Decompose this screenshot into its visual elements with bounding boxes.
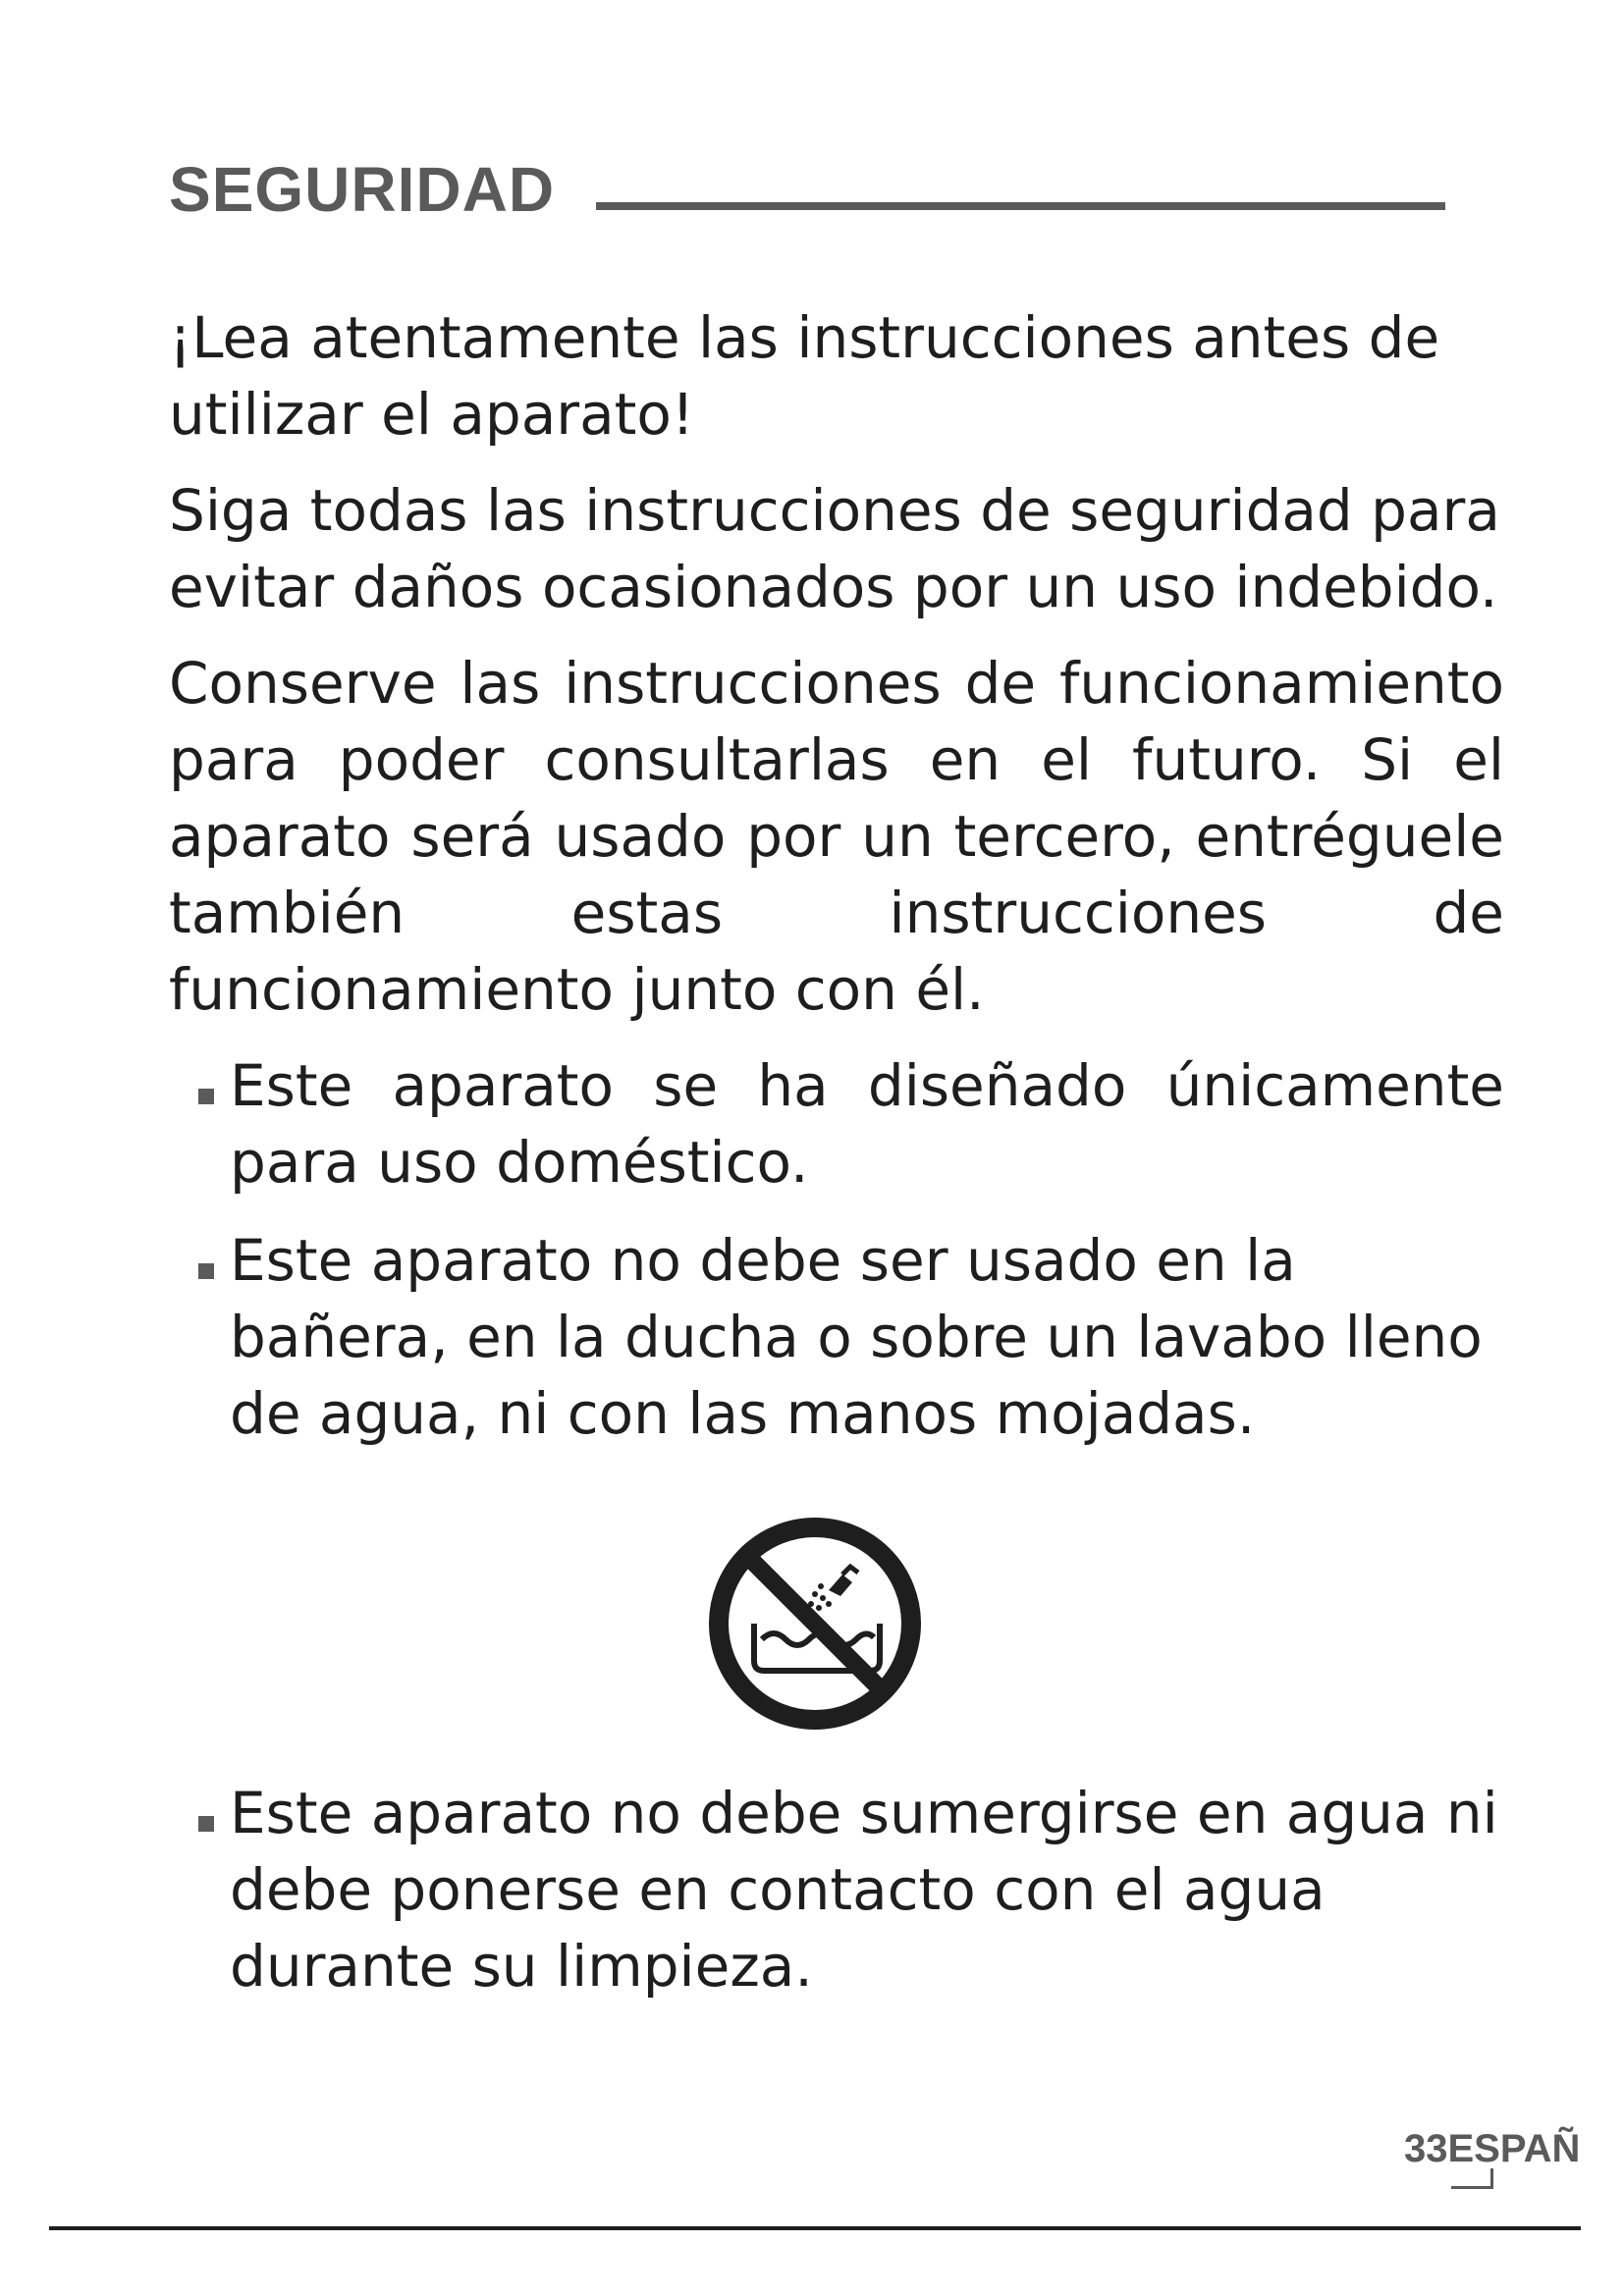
page-number: 33: [1404, 2127, 1448, 2170]
bullet-item-immersion: [169, 1775, 1504, 2004]
page-footer-label: [1404, 2125, 1580, 2172]
intro-paragraph-read: ¡Lea atentamente las instrucciones antes de utilizar el aparato!: [169, 304, 1440, 448]
bullet-square-icon: [198, 1816, 214, 1832]
bullet-item-household: [169, 1047, 1504, 1201]
safety-content: [169, 299, 1504, 1473]
no-water-bath-icon: [705, 1514, 925, 1734]
section-heading-row: [169, 147, 1445, 226]
bullet-item-water: [169, 1222, 1504, 1452]
safety-content-lower: [169, 1775, 1504, 2026]
bullet-text: Este aparato se ha diseñado únicamente para uso doméstico.: [230, 1052, 1504, 1196]
section-title: SEGURIDAD: [169, 154, 556, 225]
bullet-square-icon: [198, 1263, 214, 1279]
footer-rule: [49, 2226, 1581, 2230]
bullet-square-icon: [198, 1089, 214, 1104]
bullet-text: Este aparato no debe ser usado en la bañera, en la ducha o sobre un lavabo lleno de agua, ni con las manos mojadas.: [230, 1227, 1483, 1447]
page-corner-mark: [1451, 2168, 1493, 2189]
intro-paragraph-follow: Siga todas las instrucciones de seguridad para evitar daños ocasionados por un uso indebido.: [169, 477, 1500, 620]
bullet-text: Este aparato no debe sumergirse en agua ni debe ponerse en contacto con el agua durante su limpieza.: [230, 1780, 1498, 2000]
heading-rule: [596, 202, 1445, 210]
language-label: ESPAÑ: [1447, 2127, 1581, 2170]
intro-paragraph-keep: Conserve las instrucciones de funcionamiento para poder consultarlas en el futuro. Si el aparato será usado por un tercero, entréguele también estas instrucciones de funcionamiento junto con él.: [169, 650, 1504, 1023]
